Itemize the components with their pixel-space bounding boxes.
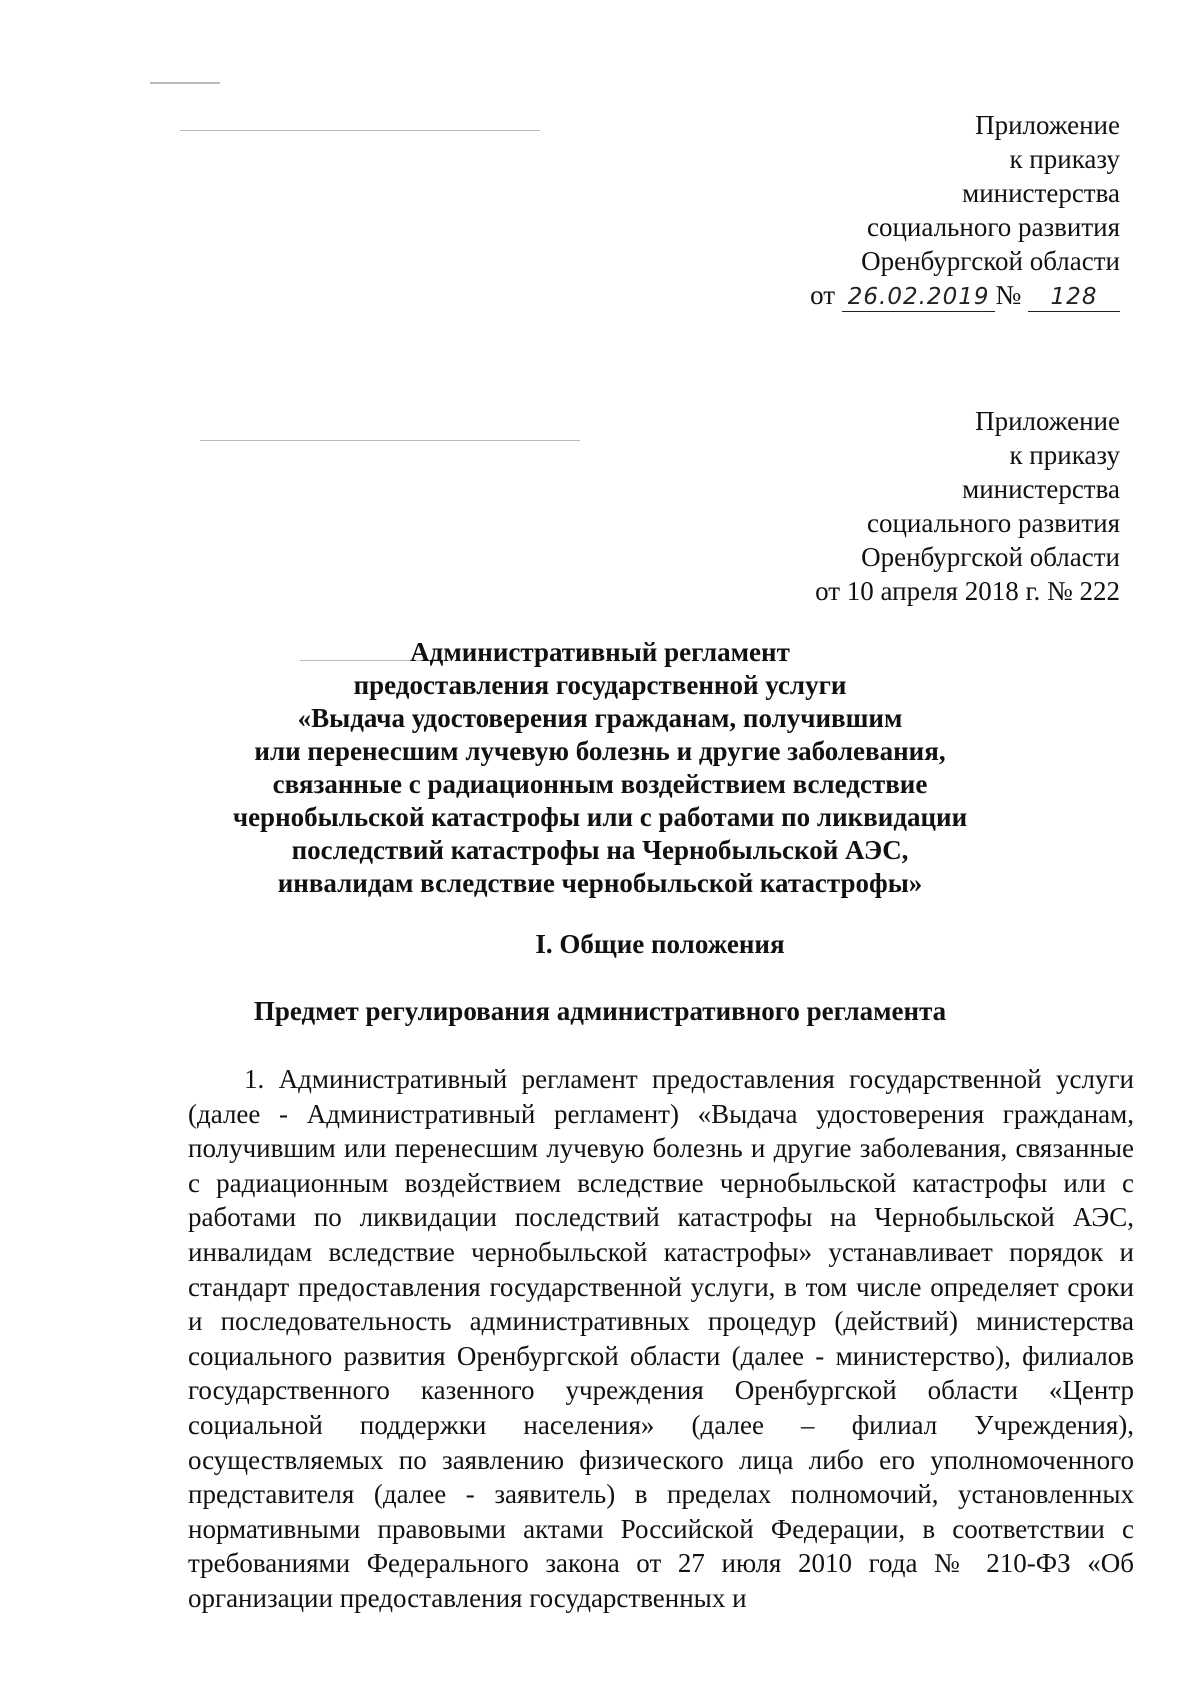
annex-line: Оренбургской области	[861, 542, 1120, 572]
title-line: последствий катастрофы на Чернобыльской АЭС,	[291, 835, 909, 865]
annex-stamp-current	[810, 108, 1120, 312]
number-sign: №	[995, 280, 1022, 310]
section-heading: I. Общие положения	[535, 929, 785, 959]
date-prefix: от	[810, 280, 836, 310]
annex-line: к приказу	[1009, 440, 1120, 470]
annex-line: Оренбургской области	[861, 246, 1120, 276]
title-line: Административный регламент	[410, 637, 790, 667]
title-line: или перенесшим лучевую болезнь и другие заболевания,	[254, 736, 946, 766]
annex-line: министерства	[962, 178, 1120, 208]
scan-noise	[180, 130, 540, 131]
annex-line: Приложение	[975, 406, 1120, 436]
annex-line: социального развития	[866, 212, 1120, 242]
annex-line: к приказу	[1009, 144, 1120, 174]
subsection-heading: Предмет регулирования административного регламента	[253, 996, 947, 1026]
title-line: чернобыльской катастрофы или с работами по ликвидации	[232, 802, 968, 832]
scan-noise	[200, 440, 580, 441]
annex-line: Приложение	[975, 110, 1120, 140]
annex-date-line	[810, 278, 1120, 312]
document-title	[120, 636, 1080, 900]
body-text	[188, 1062, 1134, 1616]
annex-line: от 10 апреля 2018 г. № 222	[815, 576, 1120, 606]
title-line: инвалидам вследствие чернобыльской катастрофы»	[277, 868, 923, 898]
annex-line: социального развития	[866, 508, 1120, 538]
annex-line: министерства	[962, 474, 1120, 504]
handwritten-number: 128	[1028, 283, 1120, 312]
title-line: связанные с радиационным воздействием вследствие	[272, 769, 928, 799]
annex-stamp-previous	[815, 404, 1120, 608]
title-line: «Выдача удостоверения гражданам, получившим	[297, 703, 903, 733]
scan-noise	[150, 82, 220, 84]
paragraph: 1. Административный регламент предоставления государственной услуги (далее - Административный регламент) «Выдача удостоверения гражданам, получившим или перенесшим лучевую болезнь и другие заболевания, связанные с радиационным воздействием вследствие чернобыльской катастрофы или с работами по ликвидации последствий катастрофы на Чернобыльской АЭС, инвалидам вследствие чернобыльской катастрофы» устанавливает порядок и стандарт предоставления государственной услуги, в том числе определяет сроки и последовательность административных процедур (действий) министерства социального развития Оренбургской области (далее - министерство), филиалов государственного казенного учреждения Оренбургской области «Центр социальной поддержки населения» (далее – филиал Учреждения), осуществляемых по заявлению физического лица либо его уполномоченного представителя (далее - заявитель) в пределах полномочий, установленных нормативными правовыми актами Российской Федерации, в соответствии с требованиями Федерального закона от 27 июля 2010 года № 210-ФЗ «Об организации предоставления государственных и	[188, 1064, 1134, 1613]
handwritten-date: 26.02.2019	[842, 283, 996, 312]
title-line: предоставления государственной услуги	[353, 670, 847, 700]
